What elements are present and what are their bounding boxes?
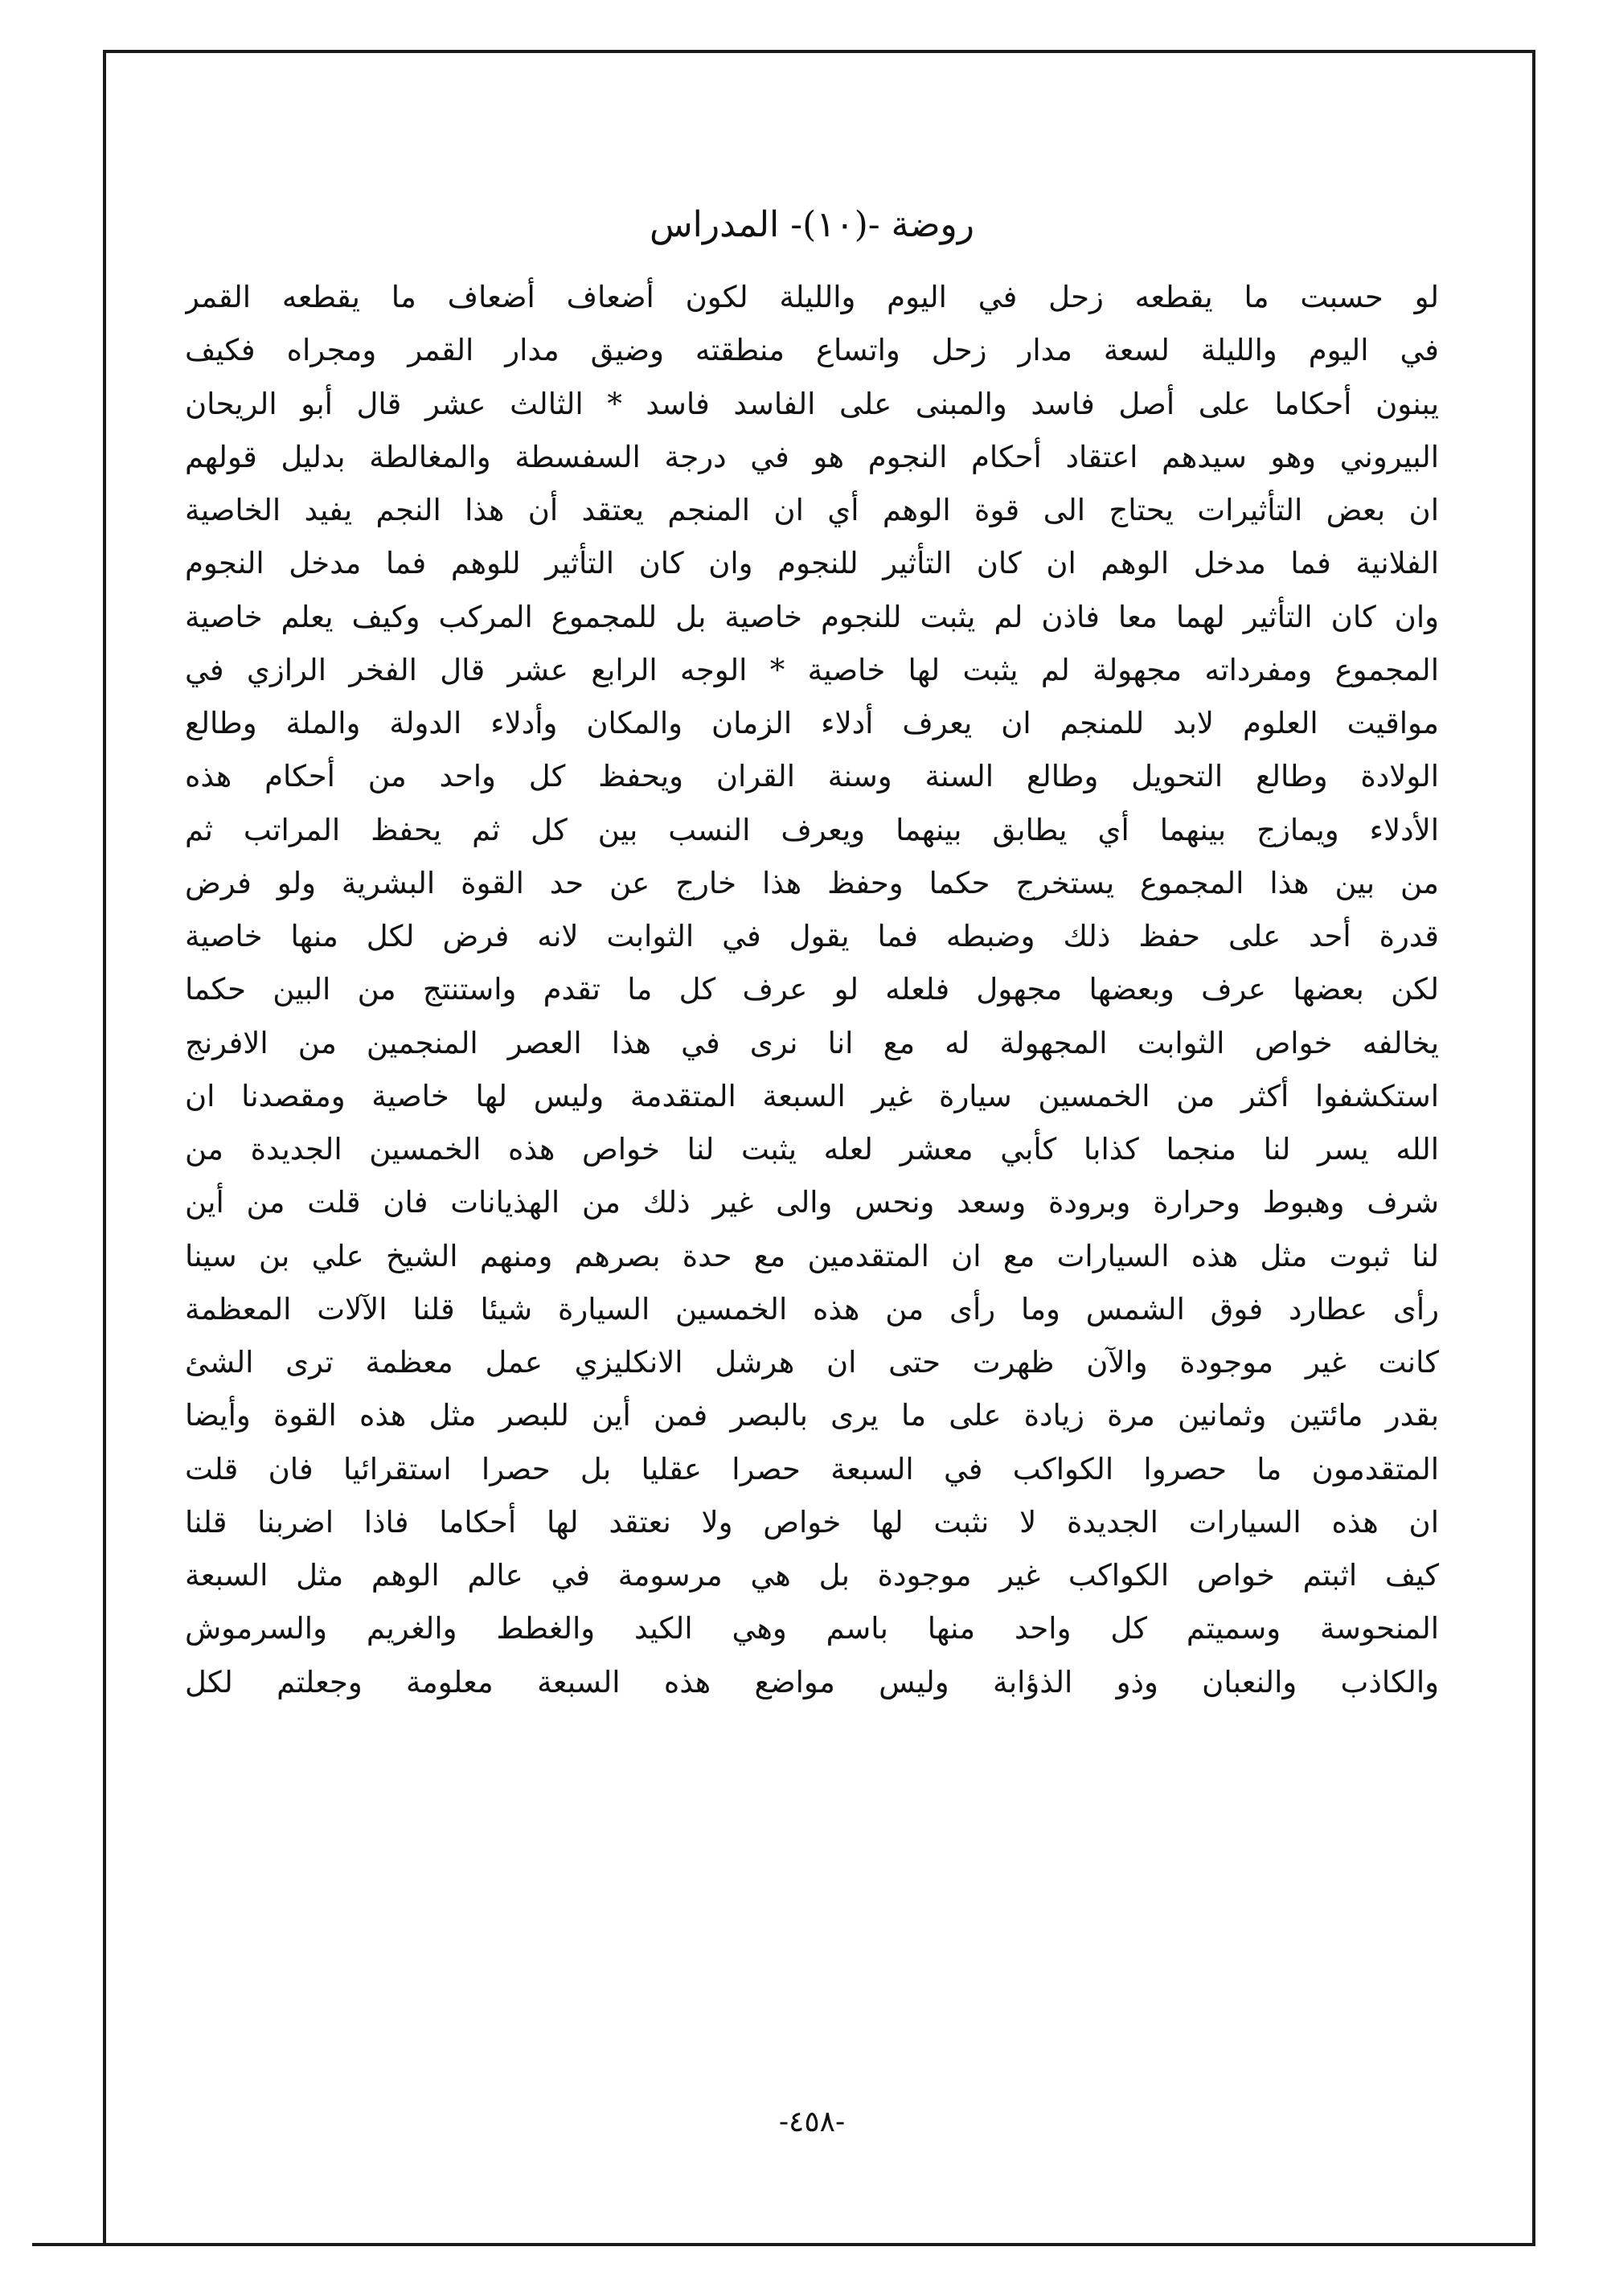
text-line: وان كان التأثير لهما معا فاذن لم يثبت للنجوم خاصية بل للمجموع المركب وكيف يعلم خاصية	[185, 599, 1439, 634]
text-line: كانت غير موجودة والآن ظهرت حتى ان هرشل الانكليزي عمل معظمة ترى الشئ	[185, 1345, 1439, 1380]
text-line: لكن بعضها عرف وبعضها مجهول فلعله لو عرف كل ما تقدم واستنتج من البين حكما	[185, 972, 1439, 1007]
text-line: ان بعض التأثيرات يحتاج الى قوة الوهم أي ان المنجم يعتقد أن هذا النجم يفيد الخاصية	[185, 493, 1439, 527]
text-line: يخالفه خواص الثوابت المجهولة له مع انا نرى في هذا العصر المنجمين من الافرنج	[185, 1025, 1439, 1060]
text-line: الفلانية فما مدخل الوهم ان كان التأثير للنجوم وان كان التأثير للوهم فما مدخل النجوم	[185, 546, 1439, 581]
page-title: روضة -(١٠)- المدراس	[649, 204, 975, 245]
text-line: الولادة وطالع التحويل وطالع السنة وسنة القران ويحفظ كل واحد من أحكام هذه	[185, 759, 1439, 794]
running-header	[185, 181, 1439, 269]
body-text	[185, 271, 1439, 1709]
text-line: المتقدمون ما حصروا الكواكب في السبعة حصرا عقليا بل حصرا استقرائيا فان قلت	[185, 1451, 1439, 1486]
text-line: شرف وهبوط وحرارة وبرودة وسعد ونحس والى غير ذلك من الهذيانات فان قلت من أين	[185, 1185, 1439, 1220]
text-line: يبنون أحكاما على أصل فاسد والمبنى على الفاسد فاسد * الثالث عشر قال أبو الريحان	[185, 386, 1439, 421]
document-page	[185, 181, 1439, 2138]
text-line: الأدلاء ويمازج بينهما أي يطابق بينهما ويعرف النسب بين كل ثم يحفظ المراتب ثم	[185, 812, 1439, 847]
page-frame-right	[1532, 50, 1535, 2245]
page-frame-bottom	[32, 2243, 1535, 2246]
text-line: المجموع ومفرداته مجهولة لم يثبت لها خاصية * الوجه الرابع عشر قال الفخر الرازي في	[185, 652, 1439, 687]
text-line: بقدر مائتين وثمانين مرة زيادة على ما يرى بالبصر فمن أين للبصر مثل هذه القوة وأيضا	[185, 1398, 1439, 1433]
page-frame-top	[105, 50, 1535, 53]
text-line: الله يسر لنا منجما كذابا كأبي معشر لعله يثبت لنا خواص هذه الخمسين الجديدة من	[185, 1132, 1439, 1166]
text-line: قدرة أحد على حفظ ذلك وضبطه فما يقول في الثوابت لانه فرض لكل منها خاصية	[185, 919, 1439, 953]
text-line: لو حسبت ما يقطعه زحل في اليوم والليلة لكون أضعاف أضعاف ما يقطعه القمر	[185, 280, 1439, 314]
text-line: من بين هذا المجموع يستخرج حكما وحفظ هذا خارج عن حد القوة البشرية ولو فرض	[185, 865, 1439, 900]
page-number: -٤٥٨-	[778, 2105, 846, 2138]
text-line: ان هذه السيارات الجديدة لا نثبت لها خواص ولا نعتقد لها أحكاما فاذا اضربنا قلنا	[185, 1504, 1439, 1540]
text-line: والكاذب والنعبان وذو الذؤابة وليس مواضع هذه السبعة معلومة وجعلتم لكل	[185, 1664, 1439, 1699]
text-line: رأى عطارد فوق الشمس وما رأى من هذه الخمسين السيارة شيئا قلنا الآلات المعظمة	[185, 1291, 1439, 1326]
text-line: استكشفوا أكثر من الخمسين سيارة غير السبعة المتقدمة وليس لها خاصية ومقصدنا ان	[185, 1078, 1439, 1113]
text-line: المنحوسة وسميتم كل واحد منها باسم وهي الكيد والغطط والغريم والسرموش	[185, 1611, 1439, 1646]
text-line: في اليوم والليلة لسعة مدار زحل واتساع منطقته وضيق مدار القمر ومجراه فكيف	[185, 333, 1439, 368]
text-line: مواقيت العلوم لابد للمنجم ان يعرف أدلاء الزمان والمكان وأدلاء الدولة والملة وطالع	[185, 706, 1439, 740]
page-frame-left	[103, 50, 106, 2245]
text-line: كيف اثبتم خواص الكواكب غير موجودة بل هي مرسومة في عالم الوهم مثل السبعة	[185, 1558, 1439, 1593]
text-line: لنا ثبوت مثل هذه السيارات مع ان المتقدمين مع حدة بصرهم ومنهم الشيخ علي بن سينا	[185, 1238, 1439, 1273]
text-line: البيروني وهو سيدهم اعتقاد أحكام النجوم هو في درجة السفسطة والمغالطة بدليل قولهم	[185, 439, 1439, 474]
